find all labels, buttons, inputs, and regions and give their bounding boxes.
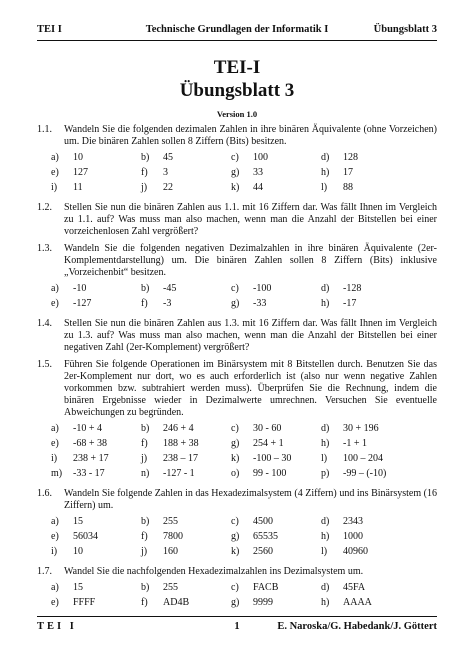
footer-rule	[37, 616, 437, 617]
task-value: -33	[253, 298, 267, 309]
task-letter: c)	[231, 582, 239, 593]
task-letter: d)	[321, 423, 330, 434]
exercise-number: 1.1.	[37, 124, 52, 135]
task-letter: j)	[141, 453, 148, 464]
task-value: -99 – (-10)	[343, 468, 387, 479]
task-letter: b)	[141, 582, 150, 593]
task-value: 160	[163, 546, 178, 557]
task-letter: p)	[321, 468, 330, 479]
exercise-text: Wandeln Sie die folgenden dezimalen Zahlen in ihre binären Äquivalente (ohne Vorzeichen) um. Die binären Zahlen sollen 8 Ziffern (Bits) besitzen.	[64, 124, 437, 147]
task-letter: a)	[51, 423, 59, 434]
task-value: 2343	[343, 516, 363, 527]
task-row	[51, 298, 437, 313]
task-item	[141, 438, 231, 450]
task-item	[231, 298, 321, 310]
task-row	[51, 167, 437, 182]
task-item	[231, 182, 321, 194]
task-letter: h)	[321, 298, 330, 309]
task-item	[321, 546, 411, 558]
exercise-text: Stellen Sie nun die binären Zahlen aus 1.3. mit 16 Ziffern dar. Was fällt Ihnen im Vergleich zu 1.3. auf? Was muss man also machen, wenn man die Anzahl der Bitstellen bei einer negativen Zahl (2er-Komplement) vergrößert?	[64, 318, 437, 353]
task-letter: n)	[141, 468, 150, 479]
task-item	[141, 182, 231, 194]
task-item	[321, 453, 411, 465]
task-letter: f)	[141, 531, 148, 542]
task-value: 10	[73, 152, 83, 163]
task-item	[141, 531, 231, 543]
task-item	[231, 167, 321, 179]
task-letter: d)	[321, 516, 330, 527]
task-letter: j)	[141, 546, 148, 557]
task-letter: h)	[321, 531, 330, 542]
task-item	[51, 152, 141, 164]
exercise	[37, 318, 437, 354]
exercise-text: Wandeln Sie folgende Zahlen in das Hexadezimalsystem (4 Ziffern) und ins Binärsystem (16 Ziffern) um.	[64, 488, 437, 511]
task-value: 56034	[73, 531, 98, 542]
exercise-number: 1.3.	[37, 243, 52, 254]
task-letter: k)	[231, 182, 240, 193]
task-letter: g)	[231, 597, 240, 608]
task-value: 4500	[253, 516, 273, 527]
task-value: -1 + 1	[343, 438, 367, 449]
task-letter: k)	[231, 546, 240, 557]
task-value: -100	[253, 283, 272, 294]
task-letter: o)	[231, 468, 240, 479]
task-item	[51, 597, 141, 609]
header-sheet: Übungsblatt 3	[373, 24, 437, 35]
task-item	[321, 531, 411, 543]
task-value: 100 – 204	[343, 453, 383, 464]
task-item	[231, 546, 321, 558]
task-letter: c)	[231, 516, 239, 527]
task-letter: b)	[141, 516, 150, 527]
task-value: 246 + 4	[163, 423, 194, 434]
task-letter: d)	[321, 152, 330, 163]
task-value: 254 + 1	[253, 438, 284, 449]
task-item	[321, 597, 411, 609]
exercise	[37, 124, 437, 197]
task-value: 40960	[343, 546, 368, 557]
task-grid	[51, 582, 437, 612]
task-letter: b)	[141, 152, 150, 163]
page-footer	[37, 621, 437, 635]
task-value: 30 - 60	[253, 423, 282, 434]
task-letter: g)	[231, 531, 240, 542]
task-item	[141, 516, 231, 528]
footer-authors: E. Naroska/G. Habedank/J. Göttert	[277, 621, 437, 632]
task-letter: l)	[321, 546, 328, 557]
task-item	[51, 546, 141, 558]
task-item	[51, 438, 141, 450]
task-value: -10 + 4	[73, 423, 102, 434]
task-letter: i)	[51, 182, 58, 193]
task-item	[141, 152, 231, 164]
task-value: 238 + 17	[73, 453, 109, 464]
task-letter: h)	[321, 597, 330, 608]
task-letter: f)	[141, 597, 148, 608]
task-value: 10	[73, 546, 83, 557]
task-item	[231, 516, 321, 528]
exercise-text: Führen Sie folgende Operationen im Binärsystem mit 8 Bitstellen durch. Benutzen Sie das 2er-Komplement nur dort, wo es auch erforderlich ist (also nur wenn negative Zahlen vorkommen bzw. subtrahiert werden muss). Überprüfen Sie die Rechnung, indem die binären Ergebnisse wieder in Dezimalwerte umrechnen. Versuchen Sie eventuelle Abweichungen zu begründen.	[64, 359, 437, 418]
task-letter: a)	[51, 582, 59, 593]
exercise	[37, 488, 437, 561]
task-value: 1000	[343, 531, 363, 542]
task-item	[231, 283, 321, 295]
task-item	[321, 516, 411, 528]
task-letter: e)	[51, 597, 59, 608]
task-letter: c)	[231, 152, 239, 163]
task-letter: g)	[231, 167, 240, 178]
exercise-text: Wandel Sie die nachfolgenden Hexadezimalzahlen ins Dezimalsystem um.	[64, 566, 364, 577]
task-value: -33 - 17	[73, 468, 105, 479]
task-item	[321, 438, 411, 450]
task-value: FACB	[253, 582, 279, 593]
task-grid	[51, 152, 437, 197]
task-value: 2560	[253, 546, 273, 557]
task-value: 44	[253, 182, 263, 193]
task-value: 100	[253, 152, 268, 163]
task-item	[51, 298, 141, 310]
task-value: FFFF	[73, 597, 96, 608]
task-row	[51, 283, 437, 298]
task-value: 45	[163, 152, 173, 163]
footer-course: TEI I	[37, 621, 77, 632]
task-grid	[51, 423, 437, 483]
task-value: 22	[163, 182, 173, 193]
task-row	[51, 516, 437, 531]
task-letter: e)	[51, 531, 59, 542]
task-letter: b)	[141, 283, 150, 294]
task-grid	[51, 516, 437, 561]
task-item	[231, 597, 321, 609]
task-item	[51, 167, 141, 179]
task-value: 88	[343, 182, 353, 193]
task-letter: d)	[321, 582, 330, 593]
task-row	[51, 468, 437, 483]
task-item	[321, 167, 411, 179]
task-item	[231, 152, 321, 164]
task-value: -127 - 1	[163, 468, 195, 479]
task-item	[51, 453, 141, 465]
task-letter: h)	[321, 438, 330, 449]
exercise-number: 1.4.	[37, 318, 52, 329]
task-item	[231, 531, 321, 543]
exercise	[37, 566, 437, 612]
task-value: 30 + 196	[343, 423, 379, 434]
task-value: 9999	[253, 597, 273, 608]
task-item	[51, 283, 141, 295]
task-item	[141, 546, 231, 558]
header-course: TEI I	[37, 24, 62, 35]
exercise	[37, 359, 437, 483]
task-value: -127	[73, 298, 92, 309]
task-row	[51, 597, 437, 612]
task-letter: i)	[51, 546, 58, 557]
task-item	[51, 182, 141, 194]
task-row	[51, 531, 437, 546]
task-value: 127	[73, 167, 88, 178]
task-value: -17	[343, 298, 357, 309]
task-letter: a)	[51, 152, 59, 163]
task-letter: c)	[231, 423, 239, 434]
task-item	[51, 468, 141, 480]
task-letter: l)	[321, 453, 328, 464]
page-header	[37, 24, 437, 38]
task-item	[231, 468, 321, 480]
task-item	[231, 453, 321, 465]
task-item	[321, 283, 411, 295]
header-rule	[37, 40, 437, 41]
task-value: 45FA	[343, 582, 366, 593]
task-grid	[51, 283, 437, 313]
doc-version: Version 1.0	[216, 109, 258, 119]
task-letter: e)	[51, 298, 59, 309]
task-value: 11	[73, 182, 83, 193]
task-value: 17	[343, 167, 353, 178]
task-letter: g)	[231, 438, 240, 449]
task-item	[321, 152, 411, 164]
task-letter: k)	[231, 453, 240, 464]
task-letter: c)	[231, 283, 239, 294]
task-letter: i)	[51, 453, 58, 464]
task-item	[51, 531, 141, 543]
task-value: AD4B	[163, 597, 190, 608]
task-value: 238 – 17	[163, 453, 198, 464]
task-row	[51, 423, 437, 438]
task-item	[231, 438, 321, 450]
task-item	[51, 423, 141, 435]
task-row	[51, 582, 437, 597]
task-letter: m)	[51, 468, 63, 479]
task-letter: f)	[141, 438, 148, 449]
task-item	[51, 582, 141, 594]
task-value: 99 - 100	[253, 468, 287, 479]
task-letter: l)	[321, 182, 328, 193]
task-letter: e)	[51, 438, 59, 449]
task-value: -100 – 30	[253, 453, 292, 464]
task-item	[141, 283, 231, 295]
task-item	[141, 298, 231, 310]
exercise-number: 1.5.	[37, 359, 52, 370]
task-item	[321, 423, 411, 435]
task-letter: f)	[141, 167, 148, 178]
task-value: -10	[73, 283, 87, 294]
task-item	[141, 597, 231, 609]
task-item	[321, 468, 411, 480]
exercise	[37, 243, 437, 313]
task-value: AAAA	[343, 597, 372, 608]
task-item	[231, 423, 321, 435]
exercise-number: 1.2.	[37, 202, 52, 213]
task-item	[141, 167, 231, 179]
task-letter: a)	[51, 283, 59, 294]
task-row	[51, 438, 437, 453]
task-item	[141, 423, 231, 435]
page-number: 1	[234, 621, 240, 632]
task-value: 255	[163, 516, 178, 527]
task-item	[51, 516, 141, 528]
task-letter: j)	[141, 182, 148, 193]
task-item	[141, 453, 231, 465]
task-value: 15	[73, 516, 83, 527]
exercise	[37, 202, 437, 238]
header-course-title: Technische Grundlagen der Informatik I	[145, 24, 329, 35]
task-value: -45	[163, 283, 177, 294]
task-letter: h)	[321, 167, 330, 178]
task-item	[321, 582, 411, 594]
task-row	[51, 152, 437, 167]
exercise-text: Stellen Sie nun die binären Zahlen aus 1.1. mit 16 Ziffern dar. Was fällt Ihnen im Vergleich zu 1.1. auf? Was muss man also machen, wenn man die Anzahl der Bitstellen bei einer vorzeichenlosen Zahl vergrößert?	[64, 202, 437, 237]
task-letter: e)	[51, 167, 59, 178]
task-item	[321, 298, 411, 310]
task-value: 3	[163, 167, 168, 178]
task-item	[231, 582, 321, 594]
exercise-number: 1.6.	[37, 488, 52, 499]
task-letter: d)	[321, 283, 330, 294]
task-letter: a)	[51, 516, 59, 527]
task-value: 128	[343, 152, 358, 163]
task-row	[51, 546, 437, 561]
task-value: 33	[253, 167, 263, 178]
exercise-list	[37, 124, 437, 617]
task-value: 188 + 38	[163, 438, 199, 449]
task-value: -68 + 38	[73, 438, 107, 449]
task-value: -128	[343, 283, 362, 294]
task-row	[51, 453, 437, 468]
task-item	[141, 582, 231, 594]
task-value: 65535	[253, 531, 278, 542]
task-value: 255	[163, 582, 178, 593]
task-letter: f)	[141, 298, 148, 309]
task-letter: g)	[231, 298, 240, 309]
exercise-text: Wandeln Sie die folgenden negativen Dezimalzahlen in ihre binären Äquivalente (2er-Komplementdarstellung) um. Die binären Zahlen sollen 8 Ziffern (Bits) inklusive „Vorzeichenbit“ besitzen.	[64, 243, 437, 278]
doc-subtitle: Übungsblatt 3	[179, 80, 295, 101]
task-letter: b)	[141, 423, 150, 434]
task-item	[321, 182, 411, 194]
task-row	[51, 182, 437, 197]
task-item	[141, 468, 231, 480]
task-value: 15	[73, 582, 83, 593]
task-value: 7800	[163, 531, 183, 542]
doc-title: TEI-I	[213, 57, 261, 78]
exercise-number: 1.7.	[37, 566, 52, 577]
task-value: -3	[163, 298, 172, 309]
